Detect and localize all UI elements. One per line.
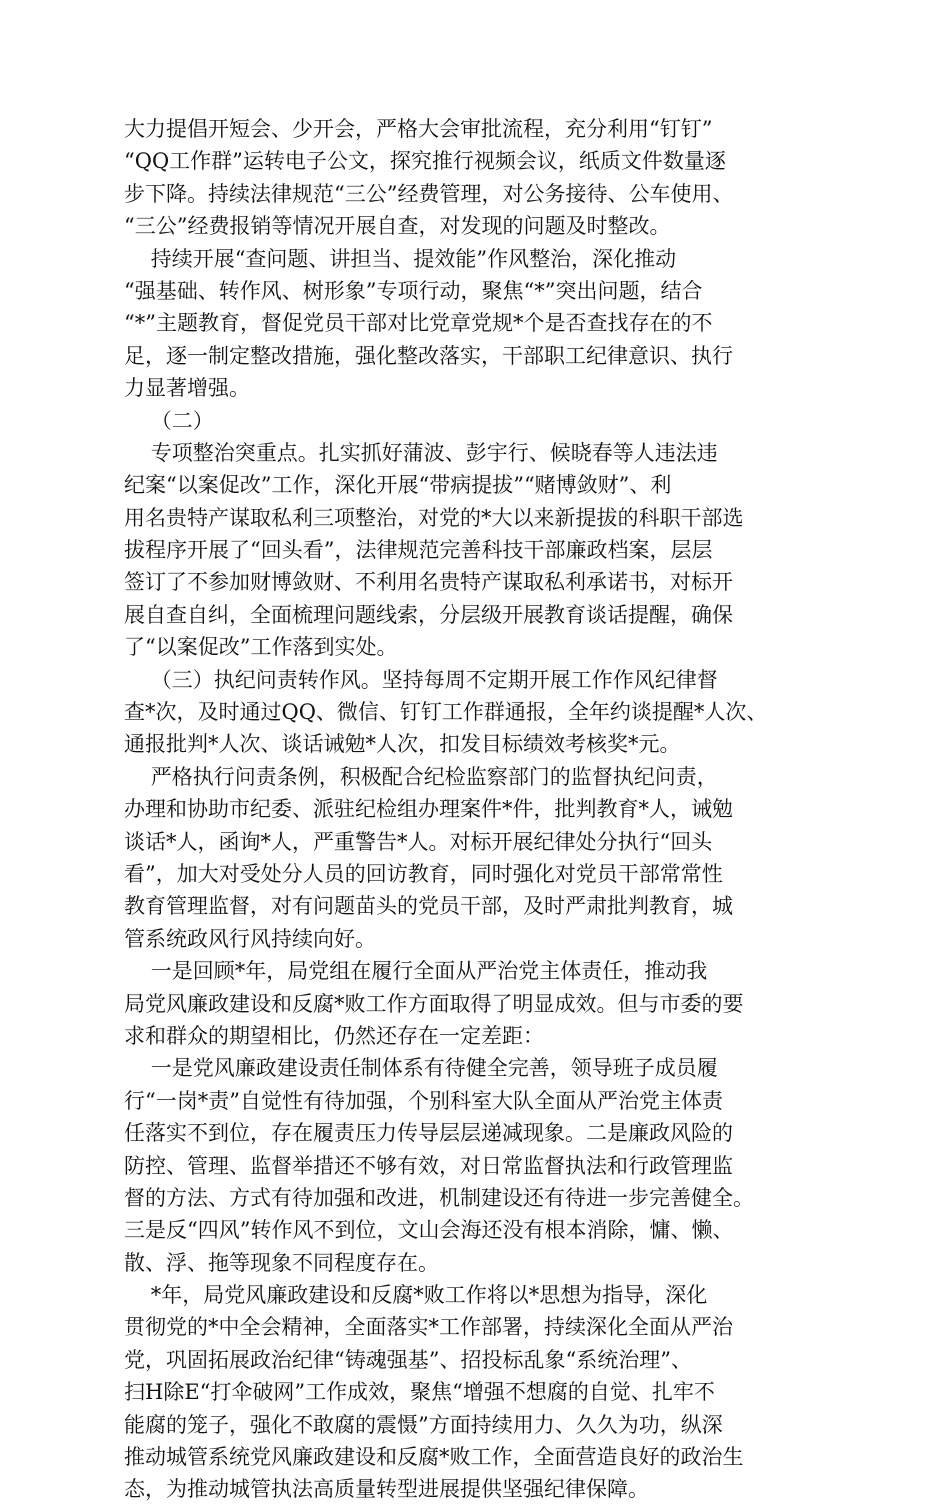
text-line: 态，为推动城管执法高质量转型进展提供坚强纪律保障。 (124, 1477, 649, 1502)
text-line: 一是党风廉政建设责任制体系有待健全完善，领导班子成员履 (124, 1056, 718, 1081)
text-line: 了“以案促改”工作落到实处。 (124, 635, 398, 660)
text-line: 通报批判*人次、谈话诫勉*人次，扣发目标绩效考核奖*元。 (124, 732, 681, 757)
text-line: 大力提倡开短会、少开会，严格大会审批流程，充分利用“钉钉” (124, 117, 713, 141)
text-line: 行“一岗*责”自觉性有待加强，个别科室大队全面从严治党主体责 (124, 1088, 723, 1113)
paragraph (124, 955, 826, 1052)
text-line: 管系统政风行风持续向好。 (124, 926, 376, 951)
text-line: “QQ工作群”运转电子公文，探究推行视频会议，纸质文件数量逐 (124, 149, 726, 174)
text-line: “三公”经费报销等情况开展自查，对发现的问题及时整改。 (124, 214, 671, 239)
paragraph (124, 1279, 826, 1506)
text-line: 任落实不到位，存在履责压力传导层层递减现象。二是廉政风险的 (124, 1121, 733, 1146)
text-line: 贯彻党的*中全会精神，全面落实*工作部署，持续深化全面从严治 (124, 1315, 733, 1340)
text-line: 签订了不参加财博敛财、不利用名贵特产谋取私利承诺书，对标开 (124, 570, 733, 595)
paragraph (124, 664, 826, 761)
text-line: 展自查自纠，全面梳理问题线索，分层级开展教育谈话提醒，确保 (124, 602, 733, 627)
text-line: 足，逐一制定整改措施，强化整改落实，干部职工纪律意识、执行 (124, 343, 733, 368)
text-line: 党，巩固拓展政治纪律“铸魂强基”、招投标乱象“系统治理”、 (124, 1347, 692, 1372)
paragraph (124, 405, 826, 437)
text-line: 推动城管系统党风廉政建设和反腐*败工作，全面营造良好的政治生 (124, 1445, 744, 1470)
text-line: 三是反“四风”转作风不到位，文山会海还没有根本消除，慵、懒、 (124, 1218, 734, 1243)
text-line: 用名贵特产谋取私利三项整治，对党的*大以来新提拔的科职干部选 (124, 505, 744, 530)
text-line: 扫H除E“打伞破网”工作成效，聚焦“增强不想腐的自觉、扎牢不 (124, 1380, 715, 1405)
text-line: 办理和协助市纪委、派驻纪检组办理案件*件，批判教育*人，诫勉 (124, 797, 733, 822)
paragraph (124, 761, 826, 955)
text-line: 防控、管理、监督举措还不够有效，对日常监督执法和行政管理监 (124, 1153, 733, 1178)
text-line: 谈话*人，函询*人，严重警告*人。对标开展纪律处分执行“回头 (124, 829, 713, 854)
text-line: “强基础、转作风、树形象”专项行动，聚焦“*”突出问题，结合 (124, 278, 703, 303)
text-line: 力显著增强。 (124, 376, 250, 401)
text-line: 拔程序开展了“回头看”，法律规范完善科技干部廉政档案，层层 (124, 538, 713, 563)
text-line: 查*次，及时通过QQ、微信、钉钉工作群通报，全年约谈提醒*人次、 (124, 700, 768, 725)
text-line: 专项整治突重点。扎实抓好蒲波、彭宇行、候晓春等人违法违 (124, 440, 718, 465)
paragraph (124, 437, 826, 664)
paragraph (124, 113, 826, 243)
text-line: 持续开展“查问题、讲担当、提效能”作风整治，深化推动 (124, 246, 677, 271)
text-line: 督的方法、方式有待加强和改进，机制建设还有待进一步完善健全。 (124, 1185, 754, 1210)
text-line: 纪案“以案促改”工作，深化开展“带病提拔”“赌博敛财”、利 (124, 473, 672, 498)
text-line: （三）执纪问责转作风。坚持每周不定期开展工作作风纪律督 (124, 667, 718, 692)
text-line: 严格执行问责条例，积极配合纪检监察部门的监督执纪问责， (124, 764, 718, 789)
text-line: 局党风廉政建设和反腐*败工作方面取得了明显成效。但与市委的要 (124, 991, 744, 1016)
text-line: 步下降。持续法律规范“三公”经费管理，对公务接待、公车使用、 (124, 181, 734, 206)
text-line: 求和群众的期望相比，仍然还存在一定差距： (124, 1023, 544, 1048)
text-line: 能腐的笼子，强化不敢腐的震慑”方面持续用力、久久为功，纵深 (124, 1412, 723, 1437)
paragraph (124, 1052, 826, 1279)
text-line: “*”主题教育，督促党员干部对比党章党规*个是否查找存在的不 (124, 311, 713, 336)
text-line: 教育管理监督，对有问题苗头的党员干部，及时严肃批判教育，城 (124, 894, 733, 919)
paragraph (124, 243, 826, 405)
text-line: 散、浮、拖等现象不同程度存在。 (124, 1250, 439, 1275)
text-line: （二） (124, 408, 214, 433)
text-line: *年，局党风廉政建设和反腐*败工作将以*思想为指导，深化 (124, 1283, 708, 1308)
text-line: 看”，加大对受处分人员的回访教育，同时强化对党员干部常常性 (124, 861, 723, 886)
document-body (124, 113, 826, 1506)
text-line: 一是回顾*年，局党组在履行全面从严治党主体责任，推动我 (124, 959, 708, 984)
